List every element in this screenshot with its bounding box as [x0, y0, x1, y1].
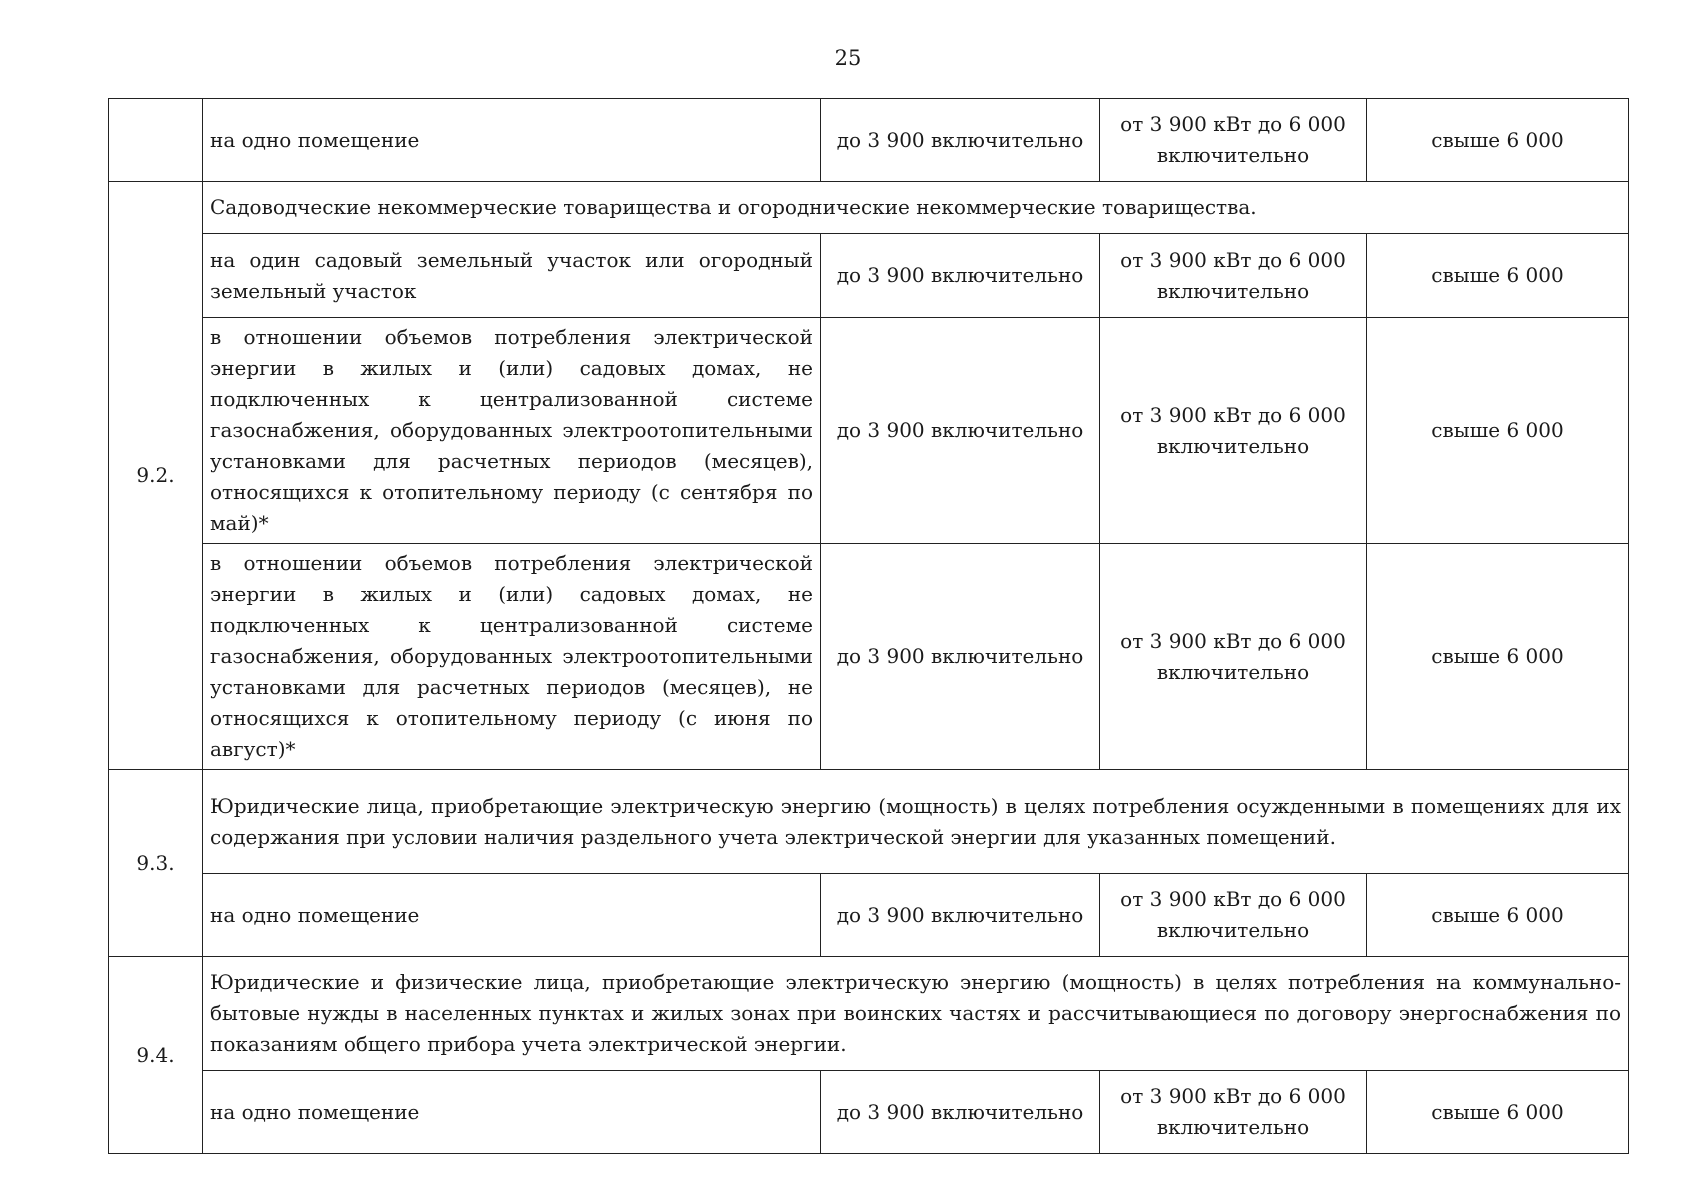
range-high-cell: свыше 6 000 [1367, 874, 1629, 957]
section-title: Садоводческие некоммерческие товарищества и огороднические некоммерческие товарищества. [203, 182, 1629, 234]
tariff-table [108, 98, 1629, 1154]
range-mid-cell: от 3 900 кВт до 6 000 включительно [1100, 99, 1367, 182]
range-low-cell: до 3 900 включительно [821, 99, 1100, 182]
row-description: в отношении объемов потребления электрической энергии в жилых и (или) садовых домах, не подключенных к централизованной системе газоснабжения, оборудованных электроотопительными установками для расчетных периодов (месяцев), не относящихся к отопительному периоду (с июня по август)* [203, 544, 821, 770]
range-high-cell: свыше 6 000 [1367, 99, 1629, 182]
range-low-cell: до 3 900 включительно [821, 318, 1100, 544]
table-row [109, 99, 1629, 182]
table-row [109, 544, 1629, 770]
row-number-cell [109, 99, 203, 182]
range-low-cell: до 3 900 включительно [821, 874, 1100, 957]
table-row [109, 1071, 1629, 1154]
section-title: Юридические лица, приобретающие электрическую энергию (мощность) в целях потребления осужденными в помещениях для их содержания при условии наличия раздельного учета электрической энергии для указанных помещений. [203, 770, 1629, 874]
range-high-cell: свыше 6 000 [1367, 544, 1629, 770]
range-low-cell: до 3 900 включительно [821, 1071, 1100, 1154]
range-high-cell: свыше 6 000 [1367, 1071, 1629, 1154]
row-description: в отношении объемов потребления электрической энергии в жилых и (или) садовых домах, не подключенных к централизованной системе газоснабжения, оборудованных электроотопительными установками для расчетных периодов (месяцев), относящихся к отопительному периоду (с сентября по май)* [203, 318, 821, 544]
range-mid-cell: от 3 900 кВт до 6 000 включительно [1100, 234, 1367, 318]
section-row [109, 182, 1629, 234]
range-mid-cell: от 3 900 кВт до 6 000 включительно [1100, 1071, 1367, 1154]
range-mid-cell: от 3 900 кВт до 6 000 включительно [1100, 544, 1367, 770]
table-row [109, 234, 1629, 318]
range-low-cell: до 3 900 включительно [821, 544, 1100, 770]
section-title: Юридические и физические лица, приобретающие электрическую энергию (мощность) в целях потребления на коммунально-бытовые нужды в населенных пунктах и жилых зонах при воинских частях и рассчитывающиеся по договору энергоснабжения по показаниям общего прибора учета электрической энергии. [203, 957, 1629, 1071]
row-description: на одно помещение [203, 1071, 821, 1154]
section-number: 9.4. [109, 957, 203, 1154]
section-number: 9.3. [109, 770, 203, 957]
section-row [109, 957, 1629, 1071]
row-description: на один садовый земельный участок или огородный земельный участок [203, 234, 821, 318]
table-row [109, 874, 1629, 957]
section-row [109, 770, 1629, 874]
page-number: 25 [834, 46, 862, 70]
range-mid-cell: от 3 900 кВт до 6 000 включительно [1100, 318, 1367, 544]
range-high-cell: свыше 6 000 [1367, 234, 1629, 318]
table-row [109, 318, 1629, 544]
row-description: на одно помещение [203, 99, 821, 182]
row-description: на одно помещение [203, 874, 821, 957]
section-number: 9.2. [109, 182, 203, 770]
range-mid-cell: от 3 900 кВт до 6 000 включительно [1100, 874, 1367, 957]
range-low-cell: до 3 900 включительно [821, 234, 1100, 318]
range-high-cell: свыше 6 000 [1367, 318, 1629, 544]
